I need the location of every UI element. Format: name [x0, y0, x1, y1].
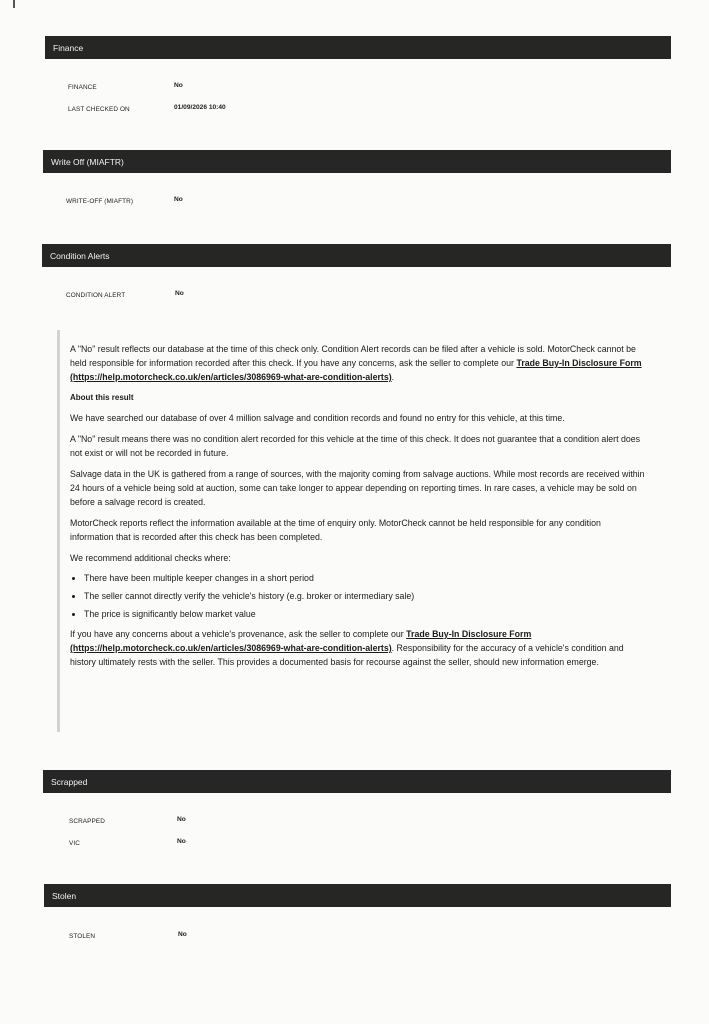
- notice-paragraph-2: A "No" result means there was no condition alert recorded for this vehicle at the time of this check. It does not guarantee that a condition alert does not exist or will not be recorded in future.: [70, 434, 641, 458]
- stolen-section-title: Stolen: [52, 890, 77, 901]
- scrapped-label: SCRAPPED: [69, 818, 105, 825]
- notice-intro: [70, 342, 645, 384]
- notice-intro-text: A "No" result reflects our database at the time of this check only. Condition Alert records can be filed after a vehicle is sold. MotorCheck cannot be held responsible for information recorded after this check. If you have any concerns, ask the seller to complete our: [70, 344, 636, 368]
- write-off-label: WRITE-OFF (MIAFTR): [66, 198, 134, 205]
- trade-buy-in-form-link[interactable]: Trade Buy-In Disclosure Form (https://help.motorcheck.co.uk/en/articles/3086969-what-are-condition-alerts): [70, 358, 642, 382]
- recommend-item: • The price is significantly below market value: [84, 608, 645, 621]
- notice-closing-end: . Responsibility for the accuracy of a vehicle's condition and history ultimately rests with the seller. This provides a documented basis for recourse against the seller, should new information emerge.: [70, 643, 624, 667]
- scrapped-value: No: [177, 816, 186, 823]
- finance-section-header: [45, 36, 671, 59]
- condition-alert-notice: [57, 330, 657, 732]
- notice-closing: [70, 627, 645, 669]
- finance-label: FINANCE: [68, 84, 97, 91]
- vic-label: VIC: [69, 840, 80, 847]
- write-off-section-title: Write Off (MIAFTR): [51, 156, 124, 167]
- condition-alerts-section-header: [42, 244, 671, 267]
- stolen-value: No: [178, 931, 187, 938]
- write-off-value: No: [174, 196, 183, 203]
- recommend-item: • There have been multiple keeper changes in a short period: [84, 572, 645, 585]
- write-off-section-header: [43, 150, 671, 173]
- condition-alerts-section-title: Condition Alerts: [50, 250, 110, 261]
- vic-value: No: [177, 838, 186, 845]
- recommend-text: We recommend additional checks where:: [70, 553, 231, 563]
- finance-section-title: Finance: [53, 42, 84, 53]
- notice-closing-text: If you have any concerns about a vehicle's provenance, ask the seller to complete our: [70, 629, 407, 639]
- recommend-list: [70, 572, 645, 621]
- recommend-item: • The seller cannot directly verify the vehicle's history (e.g. broker or intermediary sale): [84, 590, 645, 603]
- scrapped-section-header: [43, 770, 671, 793]
- about-result-heading: About this result: [70, 393, 134, 402]
- notice-intro-end: .: [391, 372, 395, 382]
- stolen-section-header: [44, 884, 671, 907]
- condition-alert-label: CONDITION ALERT: [66, 292, 126, 299]
- notice-paragraph-3: Salvage data in the UK is gathered from a range of sources, with the majority coming from salvage auctions. While most records are received within 24 hours of a vehicle being sold at auction, some can take longer to appear depending on reporting times. In rare cases, a vehicle may be sold on before a salvage record is created.: [70, 469, 645, 507]
- last-checked-label: LAST CHECKED ON: [68, 106, 130, 113]
- condition-alert-value: No: [175, 290, 184, 297]
- scan-margin-mark: [13, 0, 15, 8]
- last-checked-value: 01/09/2026 10:40: [174, 104, 226, 111]
- scrapped-section-title: Scrapped: [51, 776, 88, 787]
- finance-value: No: [174, 82, 183, 89]
- stolen-label: STOLEN: [69, 933, 96, 940]
- notice-paragraph-1: We have searched our database of over 4 million salvage and condition records and found no entry for this vehicle, at this time.: [70, 413, 565, 423]
- trade-buy-in-form-link-2[interactable]: Trade Buy-In Disclosure Form (https://help.motorcheck.co.uk/en/articles/3086969-what-are-condition-alerts): [70, 629, 532, 653]
- notice-paragraph-4: MotorCheck reports reflect the information available at the time of enquiry only. MotorCheck cannot be held responsible for any condition information that is recorded after this check has been completed.: [70, 518, 601, 542]
